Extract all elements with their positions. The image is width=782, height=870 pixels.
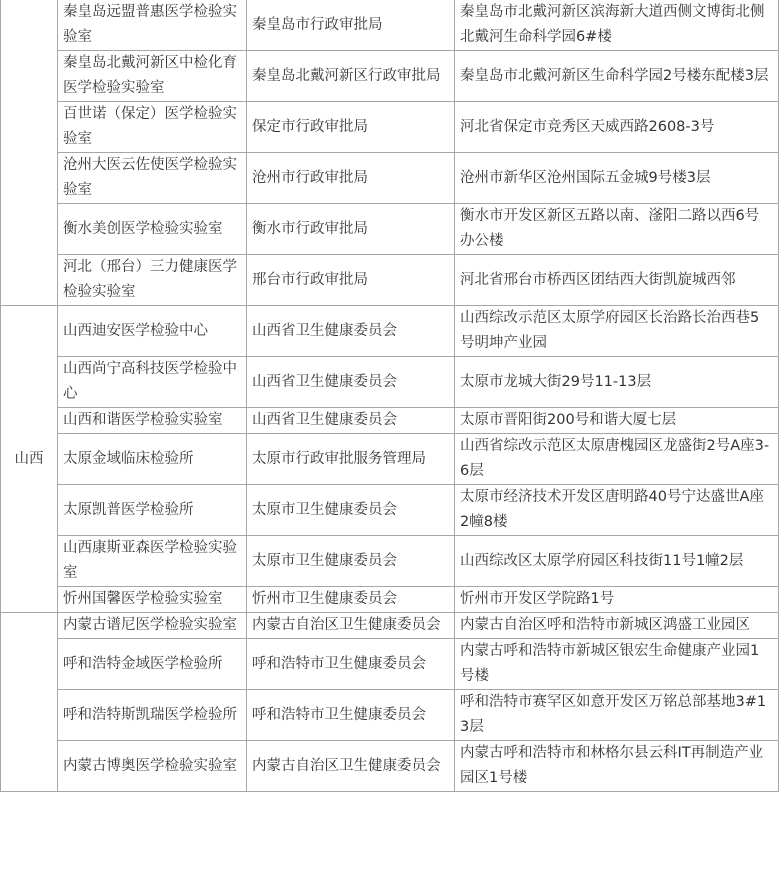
lab-name-cell: 内蒙古谱尼医学检验实验室 [58,613,247,639]
province-cell [1,0,58,306]
authority-cell: 衡水市行政审批局 [247,204,455,255]
table-row [1,613,779,639]
address-cell: 内蒙古自治区呼和浩特市新城区鸿盛工业园区 [455,613,779,639]
lab-name-cell: 沧州大医云佐使医学检验实验室 [58,153,247,204]
lab-name-cell: 秦皇岛远盟普惠医学检验实验室 [58,0,247,51]
table-row [1,485,779,536]
authority-cell: 太原市卫生健康委员会 [247,536,455,587]
province-cell [1,613,58,792]
authority-cell: 秦皇岛市行政审批局 [247,0,455,51]
address-cell: 衡水市开发区新区五路以南、滏阳二路以西6号办公楼 [455,204,779,255]
authority-cell: 太原市卫生健康委员会 [247,485,455,536]
lab-name-cell: 秦皇岛北戴河新区中检化育医学检验实验室 [58,51,247,102]
address-cell: 秦皇岛市北戴河新区滨海新大道西侧文博街北侧北戴河生命科学园6#楼 [455,0,779,51]
authority-cell: 山西省卫生健康委员会 [247,408,455,434]
lab-name-cell: 衡水美创医学检验实验室 [58,204,247,255]
lab-name-cell: 山西和谐医学检验实验室 [58,408,247,434]
address-cell: 沧州市新华区沧州国际五金城9号楼3层 [455,153,779,204]
table-row [1,639,779,690]
address-cell: 山西省综改示范区太原唐槐园区龙盛街2号A座3-6层 [455,434,779,485]
table-row [1,204,779,255]
address-cell: 太原市晋阳街200号和谐大厦七层 [455,408,779,434]
table-row [1,153,779,204]
address-cell: 山西综改区太原学府园区科技街11号1幢2层 [455,536,779,587]
table-row [1,536,779,587]
authority-cell: 山西省卫生健康委员会 [247,357,455,408]
lab-name-cell: 太原凯普医学检验所 [58,485,247,536]
lab-name-cell: 太原金域临床检验所 [58,434,247,485]
table-row [1,0,779,51]
lab-name-cell: 内蒙古博奥医学检验实验室 [58,741,247,792]
address-cell: 太原市经济技术开发区唐明路40号宁达盛世A座2幢8楼 [455,485,779,536]
address-cell: 内蒙古呼和浩特市和林格尔县云科IT再制造产业园区1号楼 [455,741,779,792]
authority-cell: 山西省卫生健康委员会 [247,306,455,357]
table-row [1,51,779,102]
authority-cell: 忻州市卫生健康委员会 [247,587,455,613]
authority-cell: 内蒙古自治区卫生健康委员会 [247,741,455,792]
table-row [1,255,779,306]
lab-name-cell: 山西迪安医学检验中心 [58,306,247,357]
authority-cell: 邢台市行政审批局 [247,255,455,306]
authority-cell: 内蒙古自治区卫生健康委员会 [247,613,455,639]
authority-cell: 秦皇岛北戴河新区行政审批局 [247,51,455,102]
address-cell: 太原市龙城大街29号11-13层 [455,357,779,408]
table-row [1,102,779,153]
lab-name-cell: 山西尚宁高科技医学检验中心 [58,357,247,408]
address-cell: 秦皇岛市北戴河新区生命科学园2号楼东配楼3层 [455,51,779,102]
address-cell: 内蒙古呼和浩特市新城区银宏生命健康产业园1号楼 [455,639,779,690]
lab-name-cell: 呼和浩特斯凯瑞医学检验所 [58,690,247,741]
authority-cell: 沧州市行政审批局 [247,153,455,204]
lab-name-cell: 河北（邢台）三力健康医学检验实验室 [58,255,247,306]
lab-name-cell: 山西康斯亚森医学检验实验室 [58,536,247,587]
address-cell: 呼和浩特市赛罕区如意开发区万铭总部基地3#13层 [455,690,779,741]
table-row [1,357,779,408]
table-row [1,741,779,792]
address-cell: 河北省保定市竞秀区天威西路2608-3号 [455,102,779,153]
address-cell: 河北省邢台市桥西区团结西大街凯旋城西邻 [455,255,779,306]
authority-cell: 太原市行政审批服务管理局 [247,434,455,485]
address-cell: 山西综改示范区太原学府园区长治路长治西巷5号明坤产业园 [455,306,779,357]
lab-name-cell: 百世诺（保定）医学检验实验室 [58,102,247,153]
authority-cell: 保定市行政审批局 [247,102,455,153]
table-body [1,0,779,792]
table-row [1,587,779,613]
table-row [1,306,779,357]
table-row [1,408,779,434]
province-cell: 山西 [1,306,58,613]
table-row [1,690,779,741]
lab-name-cell: 忻州国馨医学检验实验室 [58,587,247,613]
table-row [1,434,779,485]
authority-cell: 呼和浩特市卫生健康委员会 [247,639,455,690]
address-cell: 忻州市开发区学院路1号 [455,587,779,613]
authority-cell: 呼和浩特市卫生健康委员会 [247,690,455,741]
lab-name-cell: 呼和浩特金域医学检验所 [58,639,247,690]
